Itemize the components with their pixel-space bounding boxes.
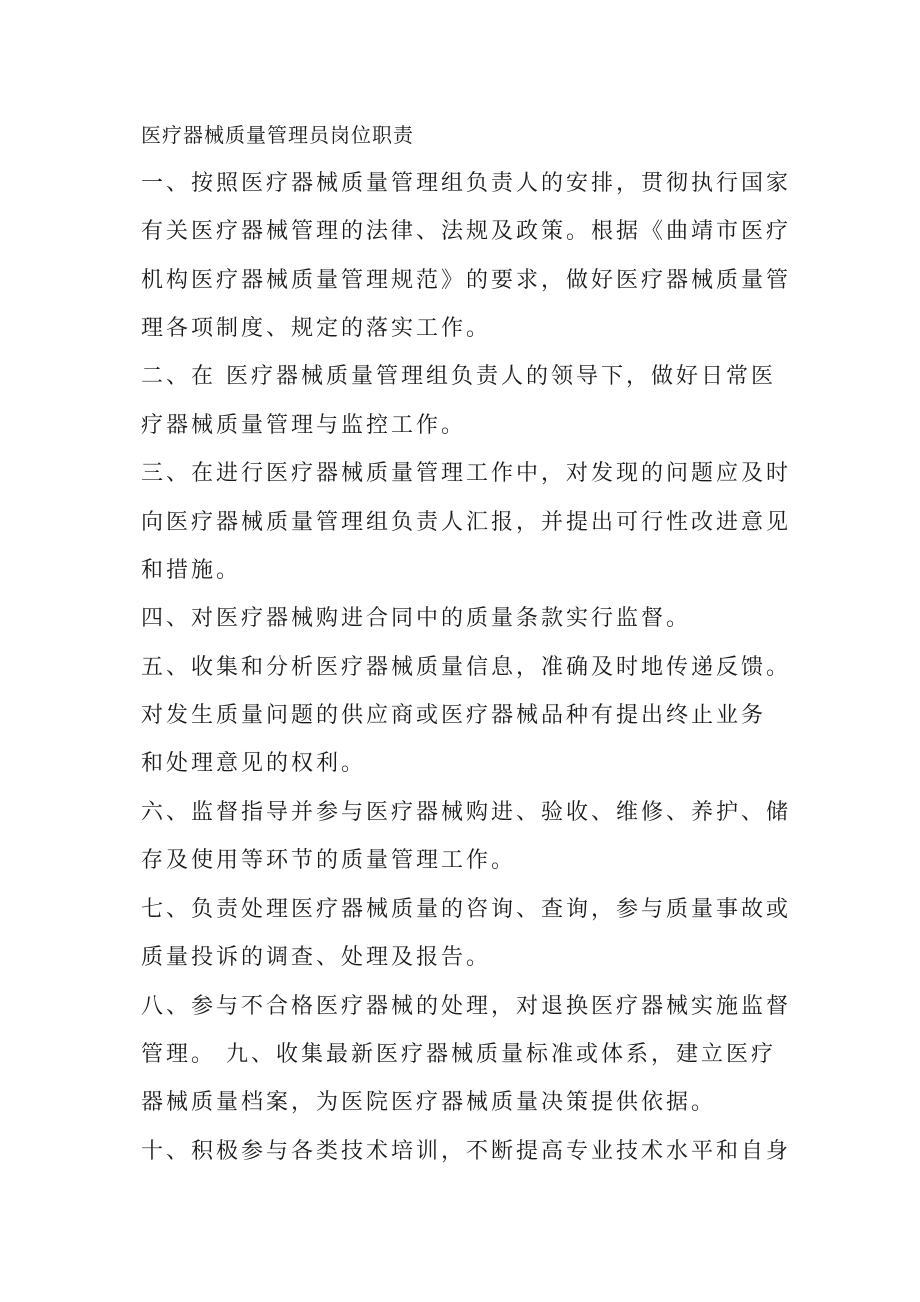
text-line: 有关医疗器械管理的法律、法规及政策。根据《曲靖市医疗 (141, 219, 792, 244)
text-line: 疗器械质量管理与监控工作。 (141, 413, 467, 438)
document-title: 医疗器械质量管理员岗位职责 (141, 123, 414, 147)
text-line: 向医疗器械质量管理组负责人汇报，并提出可行性改进意见 (141, 510, 792, 535)
text-line: 机构医疗器械质量管理规范》的要求，做好医疗器械质量管 (141, 268, 792, 293)
text-line: 管理。 九、收集最新医疗器械质量标准或体系，建立医疗 (141, 1042, 776, 1067)
text-line: 一、按照医疗器械质量管理组负责人的安排，贯彻执行国家 (141, 171, 792, 196)
text-line: 七、负责处理医疗器械质量的咨询、查询，参与质量事故或 (141, 897, 792, 922)
text-line: 和处理意见的权利。 (141, 751, 367, 776)
text-line: 六、监督指导并参与医疗器械购进、验收、维修、养护、储 (141, 800, 792, 825)
text-line: 质量投诉的调查、处理及报告。 (141, 945, 492, 970)
text-line: 五、收集和分析医疗器械质量信息，准确及时地传递反馈。 (141, 655, 792, 680)
text-line: 理各项制度、规定的落实工作。 (141, 316, 492, 341)
text-line: 四、对医疗器械购进合同中的质量条款实行监督。 (141, 606, 692, 631)
text-line: 和措施。 (141, 558, 242, 583)
text-line: 十、积极参与各类技术培训，不断提高专业技术水平和自身 (141, 1139, 792, 1164)
text-line: 对发生质量问题的供应商或医疗器械品种有提出终止业务 (141, 703, 767, 728)
text-line: 二、在 医疗器械质量管理组负责人的领导下，做好日常医 (141, 364, 776, 389)
text-line: 器械质量档案，为医院医疗器械质量决策提供依据。 (141, 1090, 717, 1115)
text-line: 三、在进行医疗器械质量管理工作中，对发现的问题应及时 (141, 461, 792, 486)
text-line: 存及使用等环节的质量管理工作。 (141, 848, 517, 873)
text-line: 八、参与不合格医疗器械的处理，对退换医疗器械实施监督 (141, 994, 792, 1019)
